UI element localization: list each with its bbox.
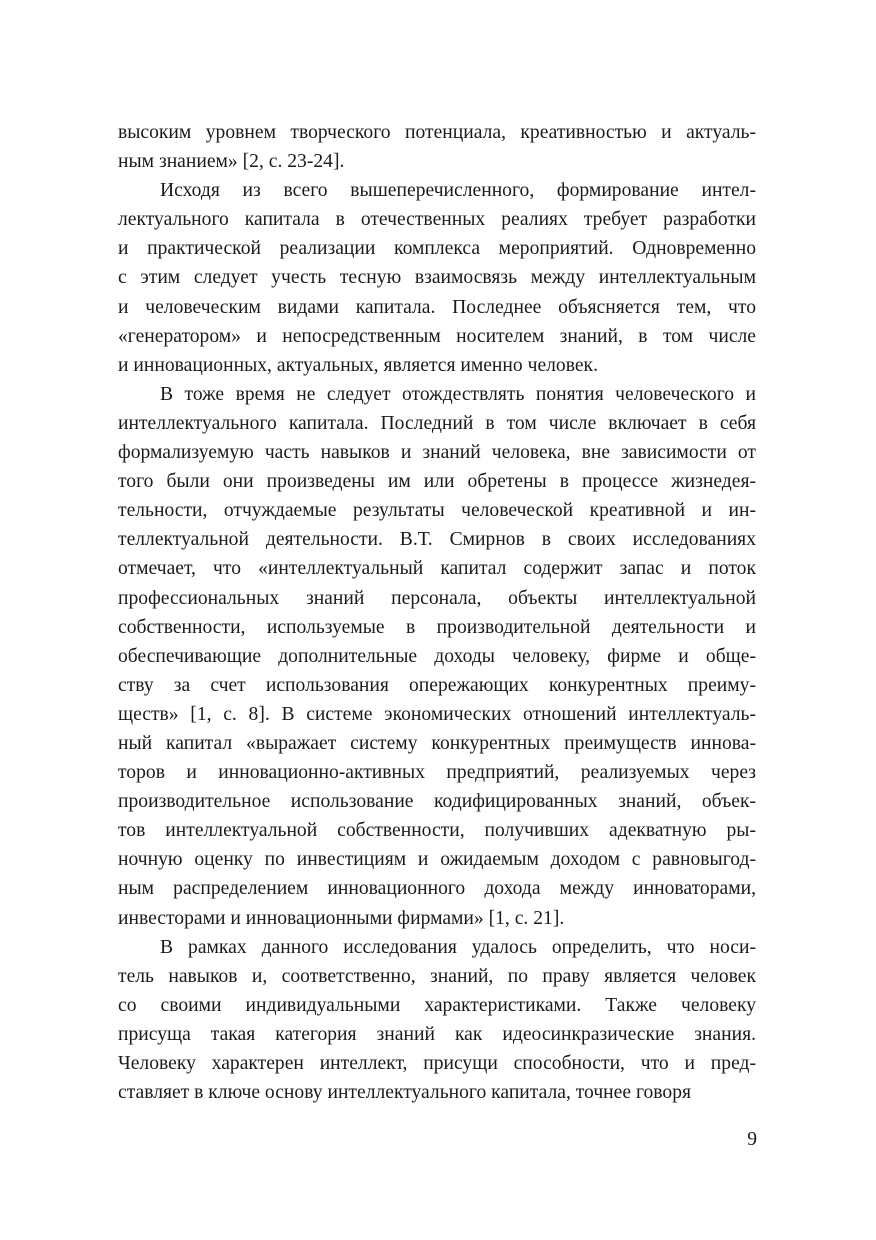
text-line: тельности, отчуждаемые результаты человеческой креативной и ин- <box>118 500 756 522</box>
text-line: и человеческим видами капитала. Последнее объясняется тем, что <box>118 296 756 318</box>
text-line: ным распределением инновационного дохода между инноваторами, <box>118 878 756 900</box>
text-line: тель навыков и, соответственно, знаний, по праву является человек <box>118 965 756 987</box>
text-line: обеспечивающие дополнительные доходы человеку, фирме и обще- <box>118 645 756 667</box>
text-line: ставляет в ключе основу интеллектуального капитала, точнее говоря <box>118 1082 692 1104</box>
page-number: 9 <box>747 1129 757 1150</box>
text-line: формализуемую часть навыков и знаний человека, вне зависимости от <box>118 442 756 464</box>
text-line: ным знанием» [2, с. 23-24]. <box>118 151 345 173</box>
text-line: ночную оценку по инвестициям и ожидаемым доходом с равновыгод- <box>118 849 756 871</box>
paragraph <box>118 933 756 1108</box>
body-text <box>118 118 756 1107</box>
text-line: тов интеллектуальной собственности, получивших адекватную ры- <box>118 820 756 842</box>
text-line: присуща такая категория знаний как идеосинкразические знания. <box>118 1023 756 1045</box>
text-line: и практической реализации комплекса мероприятий. Одновременно <box>118 238 756 260</box>
text-line: В рамках данного исследования удалось определить, что носи- <box>160 936 756 958</box>
text-line: интеллектуального капитала. Последний в том числе включает в себя <box>118 412 756 434</box>
paragraph <box>118 380 756 933</box>
text-line: профессиональных знаний персонала, объекты интеллектуальной <box>118 587 756 609</box>
text-line: ству за счет использования опережающих конкурентных преиму- <box>118 674 756 696</box>
text-line: и инновационных, актуальных, является именно человек. <box>118 354 598 376</box>
text-line: ществ» [1, с. 8]. В системе экономических отношений интеллектуаль- <box>118 703 756 725</box>
text-line: лектуального капитала в отечественных реалиях требует разработки <box>118 209 756 231</box>
text-line: торов и инновационно-активных предприятий, реализуемых через <box>118 762 756 784</box>
text-line: производительное использование кодифицированных знаний, объек- <box>118 791 756 813</box>
paragraph <box>118 118 756 176</box>
text-line: инвесторами и инновационными фирмами» [1, с. 21]. <box>118 907 565 929</box>
text-line: теллектуальной деятельности. В.Т. Смирнов в своих исследованиях <box>118 529 756 551</box>
paragraph <box>118 176 756 380</box>
text-line: того были они произведены им или обретены в процессе жизнедея- <box>118 471 756 493</box>
text-line: со своими индивидуальными характеристиками. Также человеку <box>118 994 756 1016</box>
text-line: В тоже время не следует отождествлять понятия человеческого и <box>160 383 756 405</box>
text-line: Исходя из всего вышеперечисленного, формирование интел- <box>160 180 756 202</box>
text-line: ный капитал «выражает систему конкурентных преимуществ иннова- <box>118 732 756 754</box>
text-line: высоким уровнем творческого потенциала, креативностью и актуаль- <box>118 122 756 143</box>
text-line: собственности, используемые в производительной деятельности и <box>118 616 756 638</box>
text-line: «генератором» и непосредственным носителем знаний, в том числе <box>118 325 756 347</box>
text-line: отмечает, что «интеллектуальный капитал содержит запас и поток <box>118 558 756 580</box>
text-line: с этим следует учесть тесную взаимосвязь между интеллектуальным <box>118 267 756 289</box>
text-line: Человеку характерен интеллект, присущи способности, что и пред- <box>118 1053 756 1074</box>
